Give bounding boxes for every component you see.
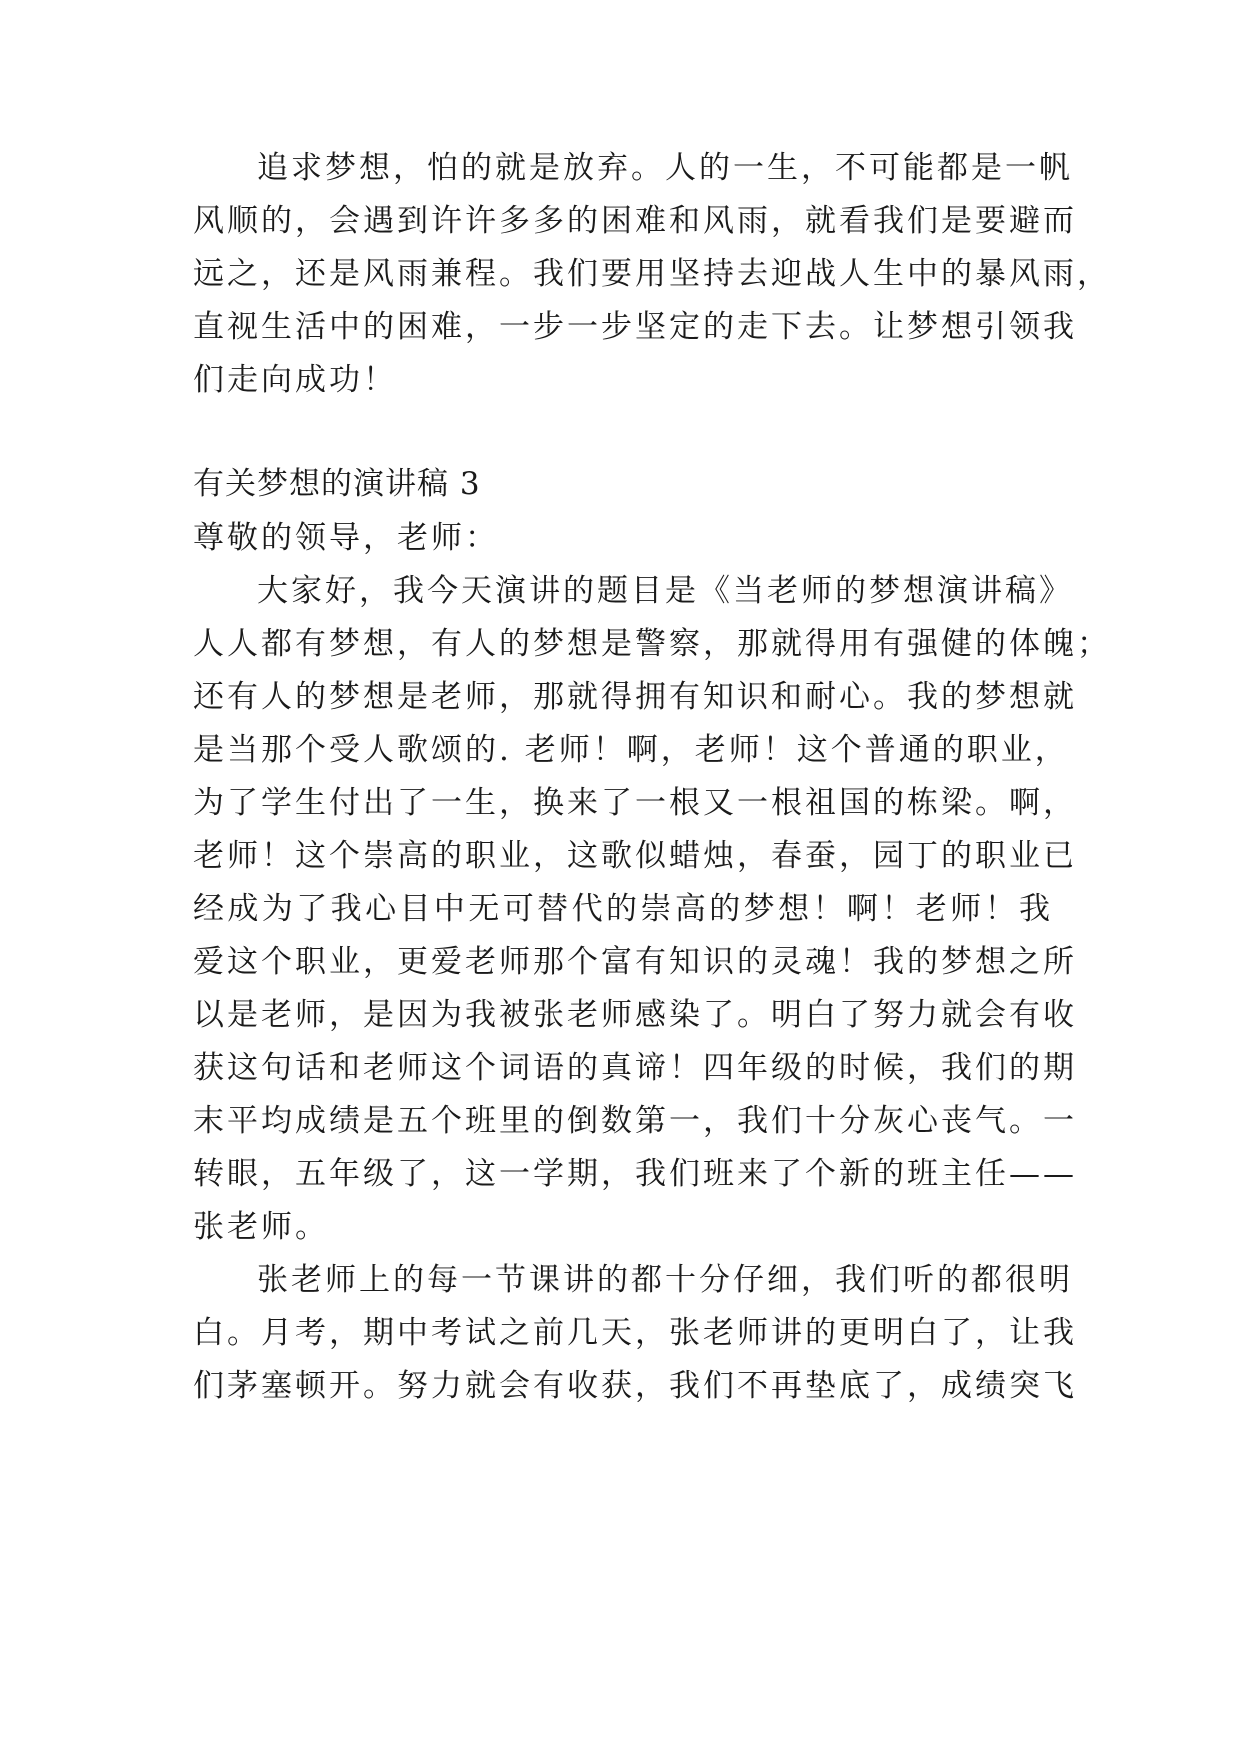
section-title: 有关梦想的演讲稿 3 bbox=[193, 466, 481, 502]
salutation: 尊敬的领导，老师： bbox=[193, 520, 499, 556]
paragraph-2-line-13: 张老师。 bbox=[193, 1209, 329, 1245]
paragraph-1-line-5: 们走向成功！ bbox=[193, 362, 397, 398]
paragraph-3-line-2: 白。月考，期中考试之前几天，张老师讲的更明白了，让我 bbox=[193, 1315, 1077, 1351]
paragraph-2-line-7: 经成为了我心目中无可替代的崇高的梦想！啊！老师！我 bbox=[193, 891, 1053, 927]
paragraph-3-line-1: 张老师上的每一节课讲的都十分仔细，我们听的都很明 bbox=[257, 1262, 1073, 1298]
paragraph-2-line-8: 爱这个职业，更爱老师那个富有知识的灵魂！我的梦想之所 bbox=[193, 944, 1077, 980]
paragraph-2-line-11: 末平均成绩是五个班里的倒数第一，我们十分灰心丧气。一 bbox=[193, 1103, 1077, 1139]
paragraph-1-line-2: 风顺的，会遇到许许多多的困难和风雨，就看我们是要避而 bbox=[193, 203, 1077, 239]
paragraph-2-line-5: 为了学生付出了一生，换来了一根又一根祖国的栋梁。啊， bbox=[193, 785, 1077, 821]
paragraph-3-line-3: 们茅塞顿开。努力就会有收获，我们不再垫底了，成绩突飞 bbox=[193, 1368, 1077, 1404]
paragraph-2-line-2: 人人都有梦想，有人的梦想是警察，那就得用有强健的体魄； bbox=[193, 626, 1111, 662]
paragraph-2-line-10: 获这句话和老师这个词语的真谛！四年级的时候，我们的期 bbox=[193, 1050, 1077, 1086]
paragraph-2-line-3: 还有人的梦想是老师，那就得拥有知识和耐心。我的梦想就 bbox=[193, 679, 1077, 715]
paragraph-1-line-4: 直视生活中的困难，一步一步坚定的走下去。让梦想引领我 bbox=[193, 309, 1077, 345]
paragraph-1-line-3: 远之，还是风雨兼程。我们要用坚持去迎战人生中的暴风雨， bbox=[193, 256, 1111, 292]
paragraph-2-line-1: 大家好，我今天演讲的题目是《当老师的梦想演讲稿》 bbox=[257, 573, 1073, 609]
paragraph-2-line-12: 转眼，五年级了，这一学期，我们班来了个新的班主任—— bbox=[193, 1156, 1077, 1192]
paragraph-2-line-9: 以是老师，是因为我被张老师感染了。明白了努力就会有收 bbox=[193, 997, 1077, 1033]
paragraph-2-line-4: 是当那个受人歌颂的. 老师！啊，老师！这个普通的职业， bbox=[193, 732, 1069, 768]
paragraph-2-line-6: 老师！这个崇高的职业，这歌似蜡烛，春蚕，园丁的职业已 bbox=[193, 838, 1077, 874]
paragraph-1-line-1: 追求梦想，怕的就是放弃。人的一生，不可能都是一帆 bbox=[257, 150, 1073, 186]
